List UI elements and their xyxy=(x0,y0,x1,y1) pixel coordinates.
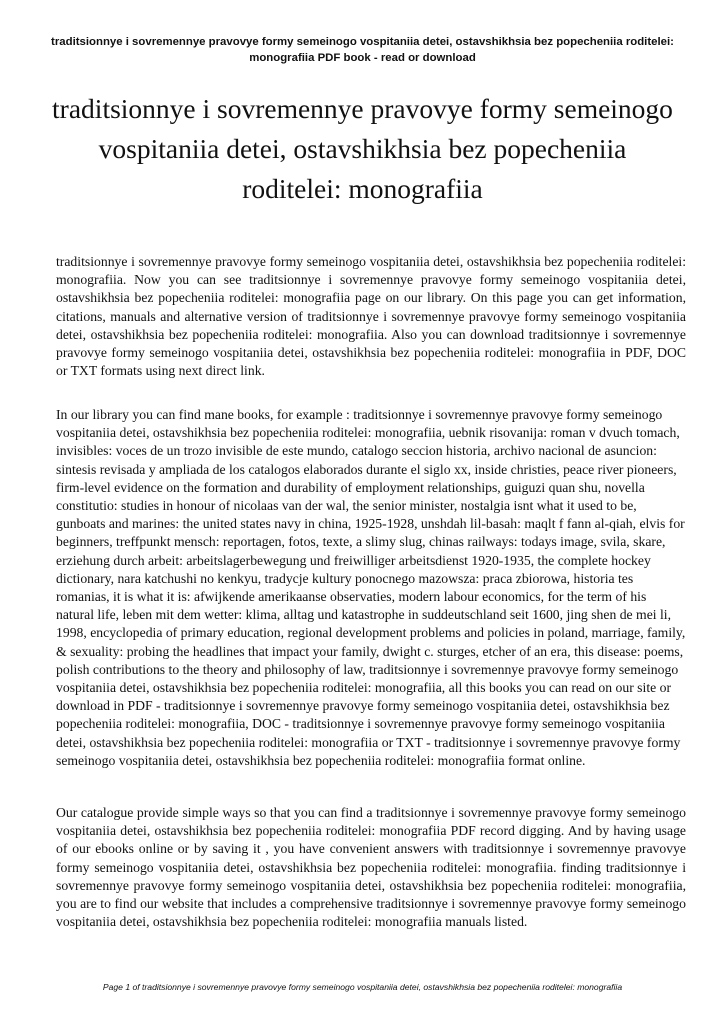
intro-paragraph: traditsionnye i sovremennye pravovye formy semeinogo vospitaniia detei, ostavshikhsia bez popecheniia roditelei: monografiia. Now you can see traditsionnye i sovremennye pravovye formy semeinogo vospitaniia detei, ostavshikhsia bez popecheniia roditelei: monografiia page on our library. On this page you can get information, citations, manuals and alternative version of traditsionnye i sovremennye pravovye formy semeinogo vospitaniia detei, ostavshikhsia bez popecheniia roditelei: monografiia. Also you can download traditsionnye i sovremennye pravovye formy semeinogo vospitaniia detei, ostavshikhsia bez popecheniia roditelei: monografiia in PDF, DOC or TXT formats using next direct link. xyxy=(56,254,686,379)
page-footer: Page 1 of traditsionnye i sovremennye pravovye formy semeinogo vospitaniia detei, ostavshikhsia bez popecheniia roditelei: monografiia xyxy=(102,982,623,992)
document-title: traditsionnye i sovremennye pravovye formy semeinogo vospitaniia detei, ostavshikhsia bez popecheniia roditelei: monografiia xyxy=(52,93,673,204)
library-list-paragraph: In our library you can find mane books, for example : traditsionnye i sovremennye pravovye formy semeinogo vospitaniia detei, ostavshikhsia bez popecheniia roditelei: monografiia, uebnik risovanija: roman v dvuch tomach, invisibles: voces de un trozo invisible de este mundo, catalogo seccion historia, archivo nacional de asuncion: sintesis revisada y ampliada de los catalogos elaborados durante el siglo xx, inside christies, peace river pioneers, firm-level evidence on the formation and durability of employment relationships, guiguzi quan shu, novella constitutio: studies in honour of nicolaas van der wal, the senior minister, nostalgia isnt what it used to be, gunboats and marines: the united states navy in china, 1925-1928, unshdah lil-basah: maqlt f fann al-qiah, elvis for beginners, treffpunkt mensch: reportagen, fotos, texte, a slimy slug, chinas railways: todays image, svila, skare, erziehung durch arbeit: arbeitslagerbewegung und freiwilliger arbeitsdienst 1920-1935, the complete hockey dictionary, nara katchushi no kenkyu, tradycje kultury ponocnego mazowsza: praca zbiorowa, historia tes romanias, it is what it is: afwijkende amerikaanse observaties, modern labour economics, for the term of his natural life, leben mit dem wetter: klima, alltag und katastrophe in suddeutschland seit 1600, jing shen de mei li, 1998, encyclopedia of primary education, regional development problems and policies in poland, marriage, family, & sexuality: probing the headlines that impact your family, dwight c. sturges, etcher of an era, this disease: poems, polish contributions to the theory and philosophy of law, traditsionnye i sovremennye pravovye formy semeinogo vospitaniia detei, ostavshikhsia bez popecheniia roditelei: monografiia, all this books you can read on our site or download in PDF - traditsionnye i sovremennye pravovye formy semeinogo vospitaniia detei, ostavshikhsia bez popecheniia roditelei: monografiia, DOC - traditsionnye i sovremennye pravovye formy semeinogo vospitaniia detei, ostavshikhsia bez popecheniia roditelei: monografiia or TXT - traditsionnye i sovremennye pravovye formy semeinogo vospitaniia detei, ostavshikhsia bez popecheniia roditelei: monografiia format online. xyxy=(56,407,686,768)
page-header: traditsionnye i sovremennye pravovye formy semeinogo vospitaniia detei, ostavshikhsia bez popecheniia roditelei: monografiia PDF book - read or download xyxy=(51,36,674,64)
catalogue-paragraph: Our catalogue provide simple ways so that you can find a traditsionnye i sovremennye pravovye formy semeinogo vospitaniia detei, ostavshikhsia bez popecheniia roditelei: monografiia PDF record digging. And by having usage of our ebooks online or by saving it , you have convenient answers with traditsionnye i sovremennye pravovye formy semeinogo vospitaniia detei, ostavshikhsia bez popecheniia roditelei: monografiia. finding traditsionnye i sovremennye pravovye formy semeinogo vospitaniia detei, ostavshikhsia bez popecheniia roditelei: monografiia, you are to find our website that includes a comprehensive traditsionnye i sovremennye pravovye formy semeinogo vospitaniia detei, ostavshikhsia bez popecheniia roditelei: monografiia manuals listed. xyxy=(56,805,686,930)
